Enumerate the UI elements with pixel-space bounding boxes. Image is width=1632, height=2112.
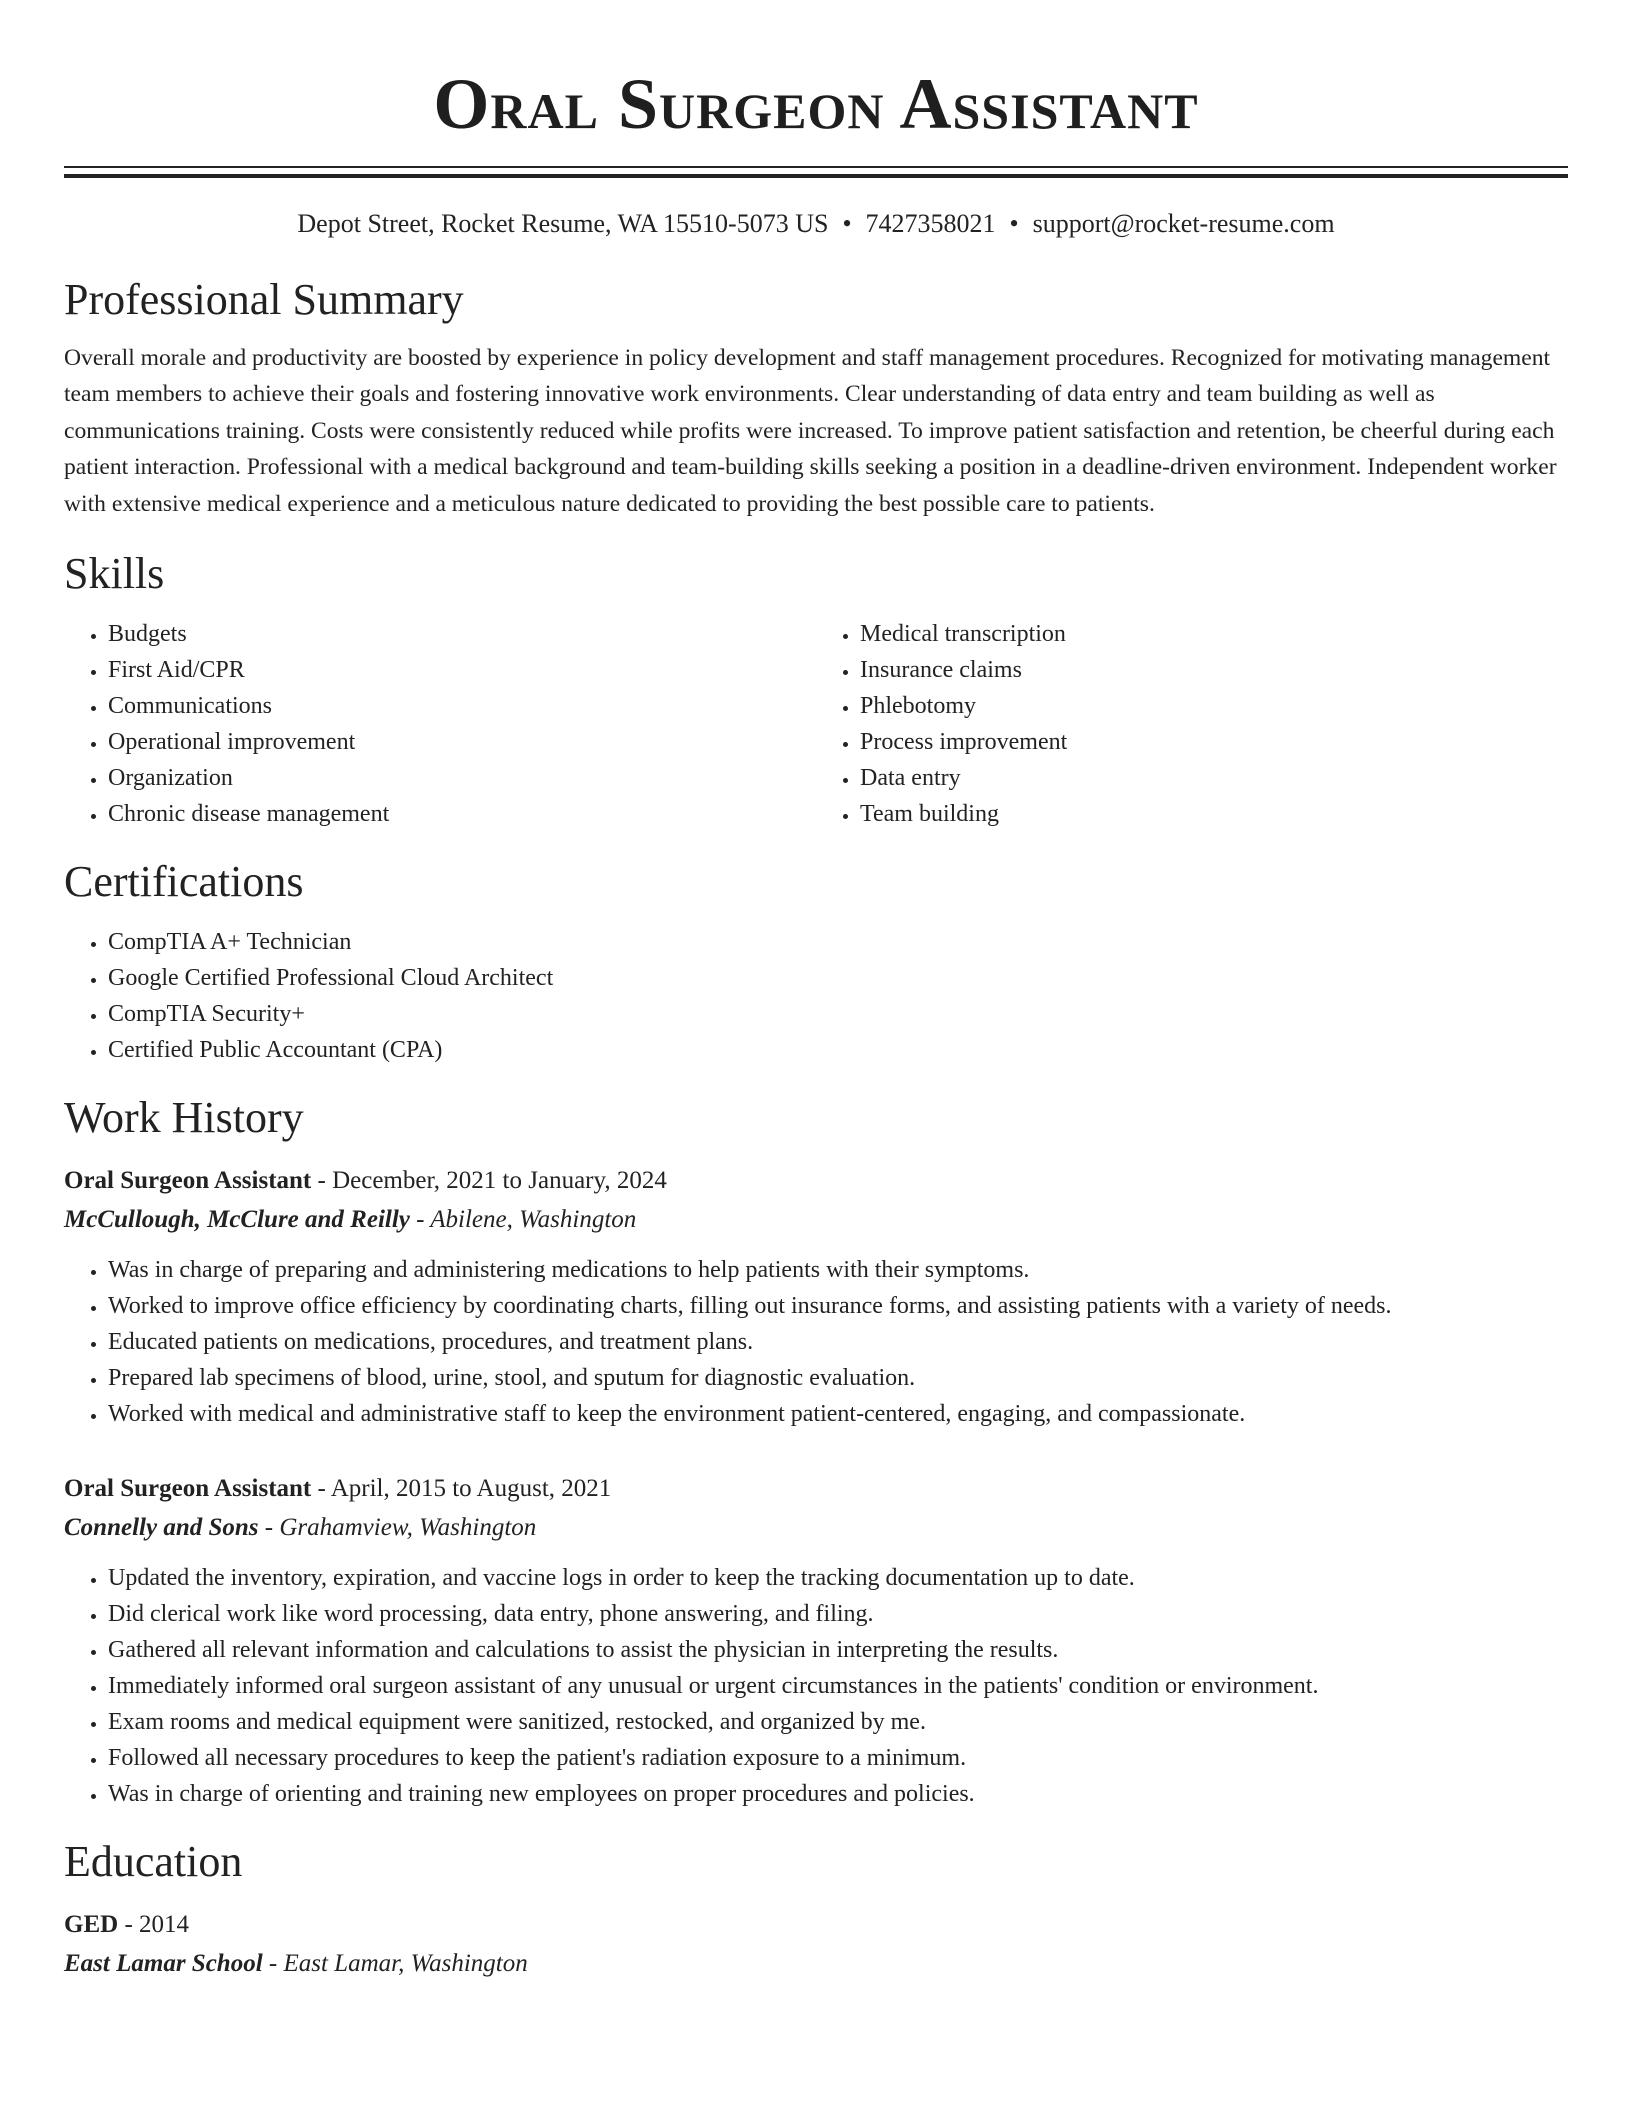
job-title: Oral Surgeon Assistant [64,1167,312,1195]
skills-list-right [816,616,1568,832]
certification-item: • CompTIA A+ Technician [108,924,1568,960]
job-bullet: • Worked to improve office efficiency by coordinating charts, filling out insurance forms, and assisting patients with a variety of needs. [108,1288,1568,1324]
job-entry [64,1470,1568,1812]
job-bullet: • Was in charge of preparing and administering medications to help patients with their symptoms. [108,1252,1568,1288]
skills-heading: Skills [64,549,165,599]
job-title-line [64,1162,1568,1200]
title-divider-thin [64,166,1568,168]
job-bullet: • Did clerical work like word processing, data entry, phone answering, and filing. [108,1596,1568,1632]
job-company-line [64,1200,1568,1240]
summary-text: Overall morale and productivity are boosted by experience in policy development and staff management procedures. Recognized for motivating management team members to achieve their goals and fostering innovative work environments. Clear understanding of data entry and team building as well as communications training. Costs were consistently reduced while profits were increased. To improve patient satisfaction and retention, be cheerful during each patient interaction. Professional with a medical background and team-building skills seeking a position in a deadline-driven environment. Independent worker with extensive medical experience and a meticulous nature dedicated to providing the best possible care to patients. [64,345,1557,517]
certification-item: • Google Certified Professional Cloud Architect [108,960,1568,996]
contact-email: support@rocket-resume.com [1032,209,1335,238]
job-title: Oral Surgeon Assistant [64,1475,312,1503]
certification-item: • Certified Public Accountant (CPA) [108,1032,1568,1068]
certification-item: • CompTIA Security+ [108,996,1568,1032]
job-bullet: • Updated the inventory, expiration, and vaccine logs in order to keep the tracking documentation up to date. [108,1560,1568,1596]
education-year: - 2014 [118,1911,190,1939]
job-bullet: • Gathered all relevant information and calculations to assist the physician in interpreting the results. [108,1632,1568,1668]
job-bullet: • Immediately informed oral surgeon assistant of any unusual or urgent circumstances in the patients' condition or environment. [108,1668,1568,1704]
job-company: McCullough, McClure and Reilly [64,1206,410,1234]
job-title-line [64,1470,1568,1508]
job-location: - Grahamview, Washington [258,1514,537,1542]
work-history-heading: Work History [64,1093,304,1143]
job-dates: - April, 2015 to August, 2021 [311,1475,612,1503]
contact-line [64,208,1568,240]
education-entry [64,1906,1568,1984]
job-company-line [64,1508,1568,1548]
education-school: East Lamar School [64,1950,263,1978]
skill-item: • Communications [108,688,816,724]
education-degree-line [64,1906,1568,1944]
skills-columns [64,616,1568,832]
contact-phone: 7427358021 [865,209,996,238]
skill-item: • Team building [860,796,1568,832]
job-bullet: • Worked with medical and administrative staff to keep the environment patient-centered, engaging, and compassionate. [108,1396,1568,1432]
contact-separator: • [1009,209,1019,238]
education-location: - East Lamar, Washington [262,1950,528,1978]
skill-item: • Operational improvement [108,724,816,760]
resume-title: Oral Surgeon Assistant [433,64,1199,144]
job-location: - Abilene, Washington [409,1206,637,1234]
contact-separator: • [842,209,852,238]
job-bullet: • Exam rooms and medical equipment were sanitized, restocked, and organized by me. [108,1704,1568,1740]
resume-page [64,0,1568,1984]
certifications-list [64,924,1568,1068]
summary-heading: Professional Summary [64,275,464,324]
education-school-line [64,1944,1568,1984]
skills-list-left [64,616,816,832]
job-entry [64,1162,1568,1432]
job-bullet: • Prepared lab specimens of blood, urine, stool, and sputum for diagnostic evaluation. [108,1360,1568,1396]
job-bullet: • Educated patients on medications, procedures, and treatment plans. [108,1324,1568,1360]
job-bullets [64,1252,1568,1432]
skill-item: • Budgets [108,616,816,652]
title-divider-thick [64,174,1568,178]
skill-item: • Organization [108,760,816,796]
skill-item: • Chronic disease management [108,796,816,832]
skill-item: • First Aid/CPR [108,652,816,688]
skill-item: • Phlebotomy [860,688,1568,724]
job-bullets [64,1560,1568,1812]
job-bullet: • Followed all necessary procedures to keep the patient's radiation exposure to a minimum. [108,1740,1568,1776]
skill-item: • Data entry [860,760,1568,796]
job-company: Connelly and Sons [64,1514,259,1542]
skill-item: • Insurance claims [860,652,1568,688]
job-dates: - December, 2021 to January, 2024 [311,1167,667,1195]
education-heading: Education [64,1837,243,1887]
education-degree: GED [64,1911,119,1939]
skill-item: • Process improvement [860,724,1568,760]
contact-address: Depot Street, Rocket Resume, WA 15510-5073 US [297,209,829,238]
certifications-heading: Certifications [64,857,304,907]
skill-item: • Medical transcription [860,616,1568,652]
job-bullet: • Was in charge of orienting and training new employees on proper procedures and policies. [108,1776,1568,1812]
